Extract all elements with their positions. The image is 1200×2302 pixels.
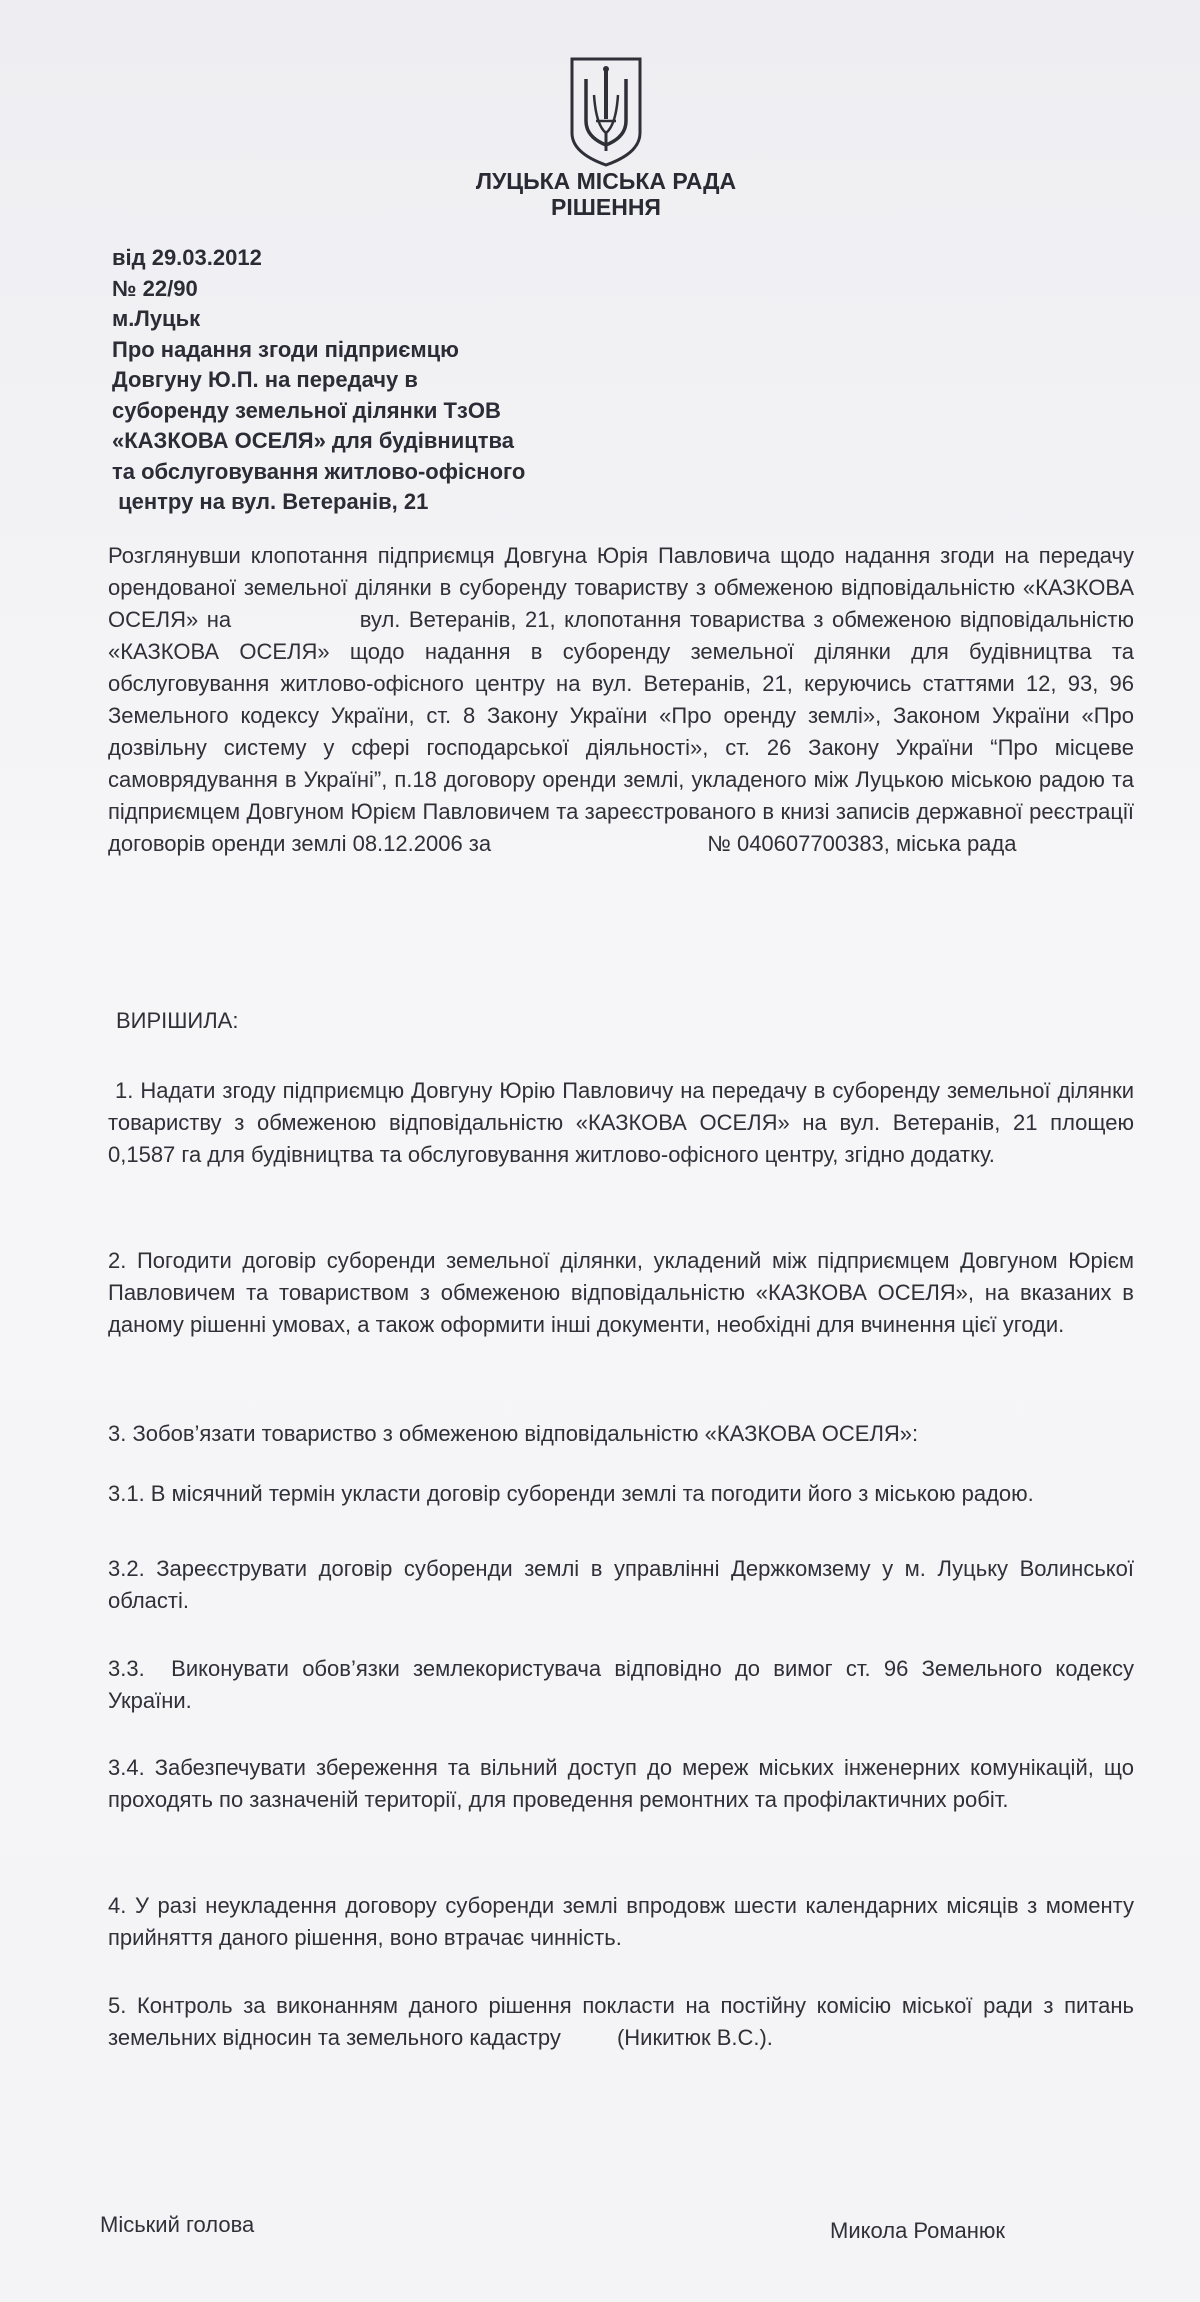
- item-4: 4. У разі неукладення договору суборенди землі впродовж шести календарних місяців з моменту прийняття даного рішення, воно втрачає чинність.: [108, 1893, 1134, 1950]
- preamble-part-2: вул. Ветеранів, 21, клопотання товариства з обмеженою відповідальністю «КАЗКОВА ОСЕЛЯ» щодо надання в суборенду земельної ділянки для будівництва та обслуговування житлово-офісного центру на вул. Ветеранів, 21, керуючись статтями 12, 93, 96 Земельного кодексу України, ст. 8 Закону України «Про оренду землі», Законом України «Про дозвільну систему у сфері господарської діяльності», ст. 26 Закону України “Про місцеве самоврядування в Україні”, п.18 договору оренди землі, укладеного між Луцькою міською радою та підприємцем Довгуном Юрієм Павловичем та зареєстрованого в книзі записів державної реєстрації договорів оренди землі 08.12.2006 за: [108, 607, 1134, 856]
- signatory-position: Міський голова: [100, 2212, 255, 2237]
- preamble-part-3: № 040607700383, міська рада: [707, 831, 1017, 856]
- decision-date: від 29.03.2012: [112, 245, 262, 270]
- subject-line: Довгуну Ю.П. на передачу в: [112, 367, 418, 392]
- subject-line: суборенду земельної ділянки ТзОВ: [112, 397, 501, 423]
- resolved-heading: ВИРІШИЛА:: [116, 1008, 239, 1033]
- decision-city: м.Луцьк: [112, 306, 201, 331]
- item-3-2: 3.2. Зареєструвати договір суборенди землі в управлінні Держкомзему у м. Луцьку Волинської області.: [108, 1556, 1134, 1613]
- subject-line: центру на вул. Ветеранів, 21: [112, 489, 429, 514]
- item-5: [108, 1990, 1134, 2054]
- subject-line: та обслуговування житлово-офісного: [112, 458, 526, 484]
- document-type-title: РІШЕННЯ: [551, 194, 661, 220]
- item-2: 2. Погодити договір суборенди земельної ділянки, укладений між підприємцем Довгуном Юрієм Павловичем та товариством з обмеженою відповідальністю «КАЗКОВА ОСЕЛЯ», на вказаних в даному рішенні умовах, а також оформити інші документи, необхідні для вчинення цієї угоди.: [108, 1248, 1134, 1337]
- decision-number: № 22/90: [112, 275, 198, 301]
- item-3-3: 3.3. Виконувати обов’язки землекористувача відповідно до вимог ст. 96 Земельного кодексу України.: [108, 1656, 1141, 1713]
- council-title: ЛУЦЬКА МІСЬКА РАДА: [475, 168, 737, 194]
- signatory-name: Микола Романюк: [830, 2218, 1006, 2243]
- item-1: 1. Надати згоду підприємцю Довгуну Юрію Павловичу на передачу в суборенду земельної ділянки товариству з обмеженою відповідальністю «КАЗКОВА ОСЕЛЯ» на вул. Ветеранів, 21 площею 0,1587 га для будівництва та обслуговування житлово-офісного центру, згідно додатку.: [108, 1078, 1147, 1167]
- subject-line: «КАЗКОВА ОСЕЛЯ» для будівництва: [112, 428, 514, 453]
- decision-meta: [112, 243, 632, 518]
- item-3-4: 3.4. Забезпечувати збереження та вільний доступ до мереж міських інженерних комунікацій, що проходять по зазначеній території, для проведення ремонтних та профілактичних робіт.: [108, 1755, 1134, 1812]
- item-3-1: 3.1. В місячний термін укласти договір суборенди землі та погодити його з міською радою.: [108, 1481, 1034, 1506]
- subject-line: Про надання згоди підприємцю: [112, 336, 459, 362]
- item-5-text: 5. Контроль за виконанням даного рішення покласти на постійну комісію міської ради з питань земельних відносин та земельного кадастру: [108, 1993, 1134, 2050]
- item-5-responsible: (Никитюк В.С.).: [616, 2025, 773, 2050]
- preamble-paragraph: [108, 540, 1134, 860]
- item-3: 3. Зобов’язати товариство з обмеженою відповідальністю «КАЗКОВА ОСЕЛЯ»:: [108, 1421, 919, 1446]
- preamble-part-1: Розглянувши клопотання підприємця Довгуна Юрія Павловича щодо надання згоди на передачу орендованої земельної ділянки в суборенду товариству з обмеженою відповідальністю «КАЗКОВА ОСЕЛЯ» на: [108, 543, 1134, 632]
- trident-emblem-icon: [566, 55, 646, 167]
